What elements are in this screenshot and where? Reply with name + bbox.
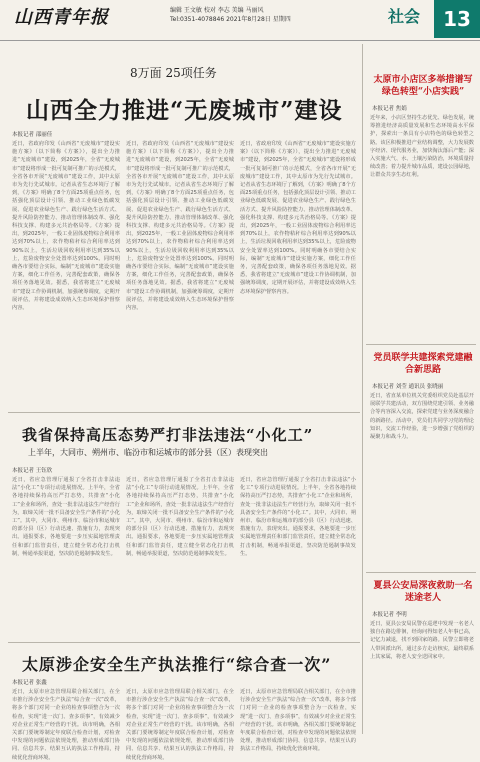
lead-body-col-2: 近日，省政府印发《山西省“无废城市”建设实施方案》（以下简称《方案》），提出全力推进“无废城市”建设，到2025年，全省“无废城市”建设将形成一批可复制可推广的示范模式，全省各市开展“无废城市”建设工作，其中太原市为先行先试城市。记者从省生态环境厅了解到，《方案》明确了8个方面25项重点任务，包括强化顶层设计引领、推动工业绿色低碳发展、促进农业绿色生产、践行绿色生活方式、提升风险防控能力、推动管理体制改革、强化科技支撑、构建多元共治格局等。《方案》提出，到2025年，一般工业固体废物综合利用率达到70%以上，农作物秸秆综合利用率达到90%以上，生活垃圾回收利用率达到35%以上，危险废物安全处置率达到100%。同时明确各市要结合实际，编制“无废城市”建设实施方案，细化工作任务，完善配套政策，确保各项任务落地见效。据悉，我省将建立“无废城市”建设工作协调机制，加强统筹调度，定期开展评估，并将建设成效纳入生态环境保护督察内容。 [126,141,234,312]
lead-body-col-3: 近日，省政府印发《山西省“无废城市”建设实施方案》（以下简称《方案》），提出全力推进“无废城市”建设，到2025年，全省“无废城市”建设将形成一批可复制可推广的示范模式，全省各市开展“无废城市”建设工作，其中太原市为先行先试城市。记者从省生态环境厅了解到，《方案》明确了8个方面25项重点任务，包括强化顶层设计引领、推动工业绿色低碳发展、促进农业绿色生产、践行绿色生活方式、提升风险防控能力、推动管理体制改革、强化科技支撑、构建多元共治格局等。《方案》提出，到2025年，一般工业固体废物综合利用率达到70%以上，农作物秸秆综合利用率达到90%以上，生活垃圾回收利用率达到35%以上，危险废物安全处置率达到100%。同时明确各市要结合实际，编制“无废城市”建设实施方案，细化工作任务，完善配套政策，确保各项任务落地见效。据悉，我省将建立“无废城市”建设工作协调机制，加强统筹调度，定期开展评估，并将建设成效纳入生态环境保护督察内容。 [240,141,356,295]
lead-byline: 本报记者 邵丽佳 [12,132,53,138]
third-byline: 本报记者 张鑫 [12,680,47,686]
masthead-info [170,6,291,24]
side3-byline: 本报记者 李明 [372,612,407,618]
masthead-contact-date: Tel:0351-4078846 2021年8月28日 星期四 [170,16,291,23]
side2-byline: 本报记者 刘莹 通讯员 张晓丽 [372,384,444,390]
divider-side-1 [366,344,476,345]
page-number: 13 [434,0,480,38]
third-body-col-2: 近日，太原市应急管理局联合相关部门，在全市推行涉企安全生产执法“综合查一次”改革，将多个部门对同一企业的检查事项整合为一次检查，实现“进一次门、查多项事”，有效减少对企业正常生产经营的干扰。该市明确，各相关部门要统筹制定年度联合检查计划，对检查中发现的问题依法依规处理，推动形成部门协同、信息共享、结果互认的执法工作格局，持续优化营商环境。 [126,689,234,761]
third-headline: 太原涉企安全生产执法推行“综合查一次” [22,655,332,674]
side2-headline: 党员联学共建探索党建融合新思路 [373,353,473,375]
side3-headline: 夏县公安局深夜救助一名迷途老人 [373,581,473,603]
second-body-col-3: 近日，省应急管理厅通报了全省打击非法违法“小化工”专项行动进展情况。上半年，全省各地持续保持高压严打态势，共排查“小化工”企业和场所，查处一批非法违法生产经营行为，取缔关闭一批不具备安全生产条件的“小化工”。其中，大同市、朔州市、临汾市和运城市的部分县（区）行动迅速、措施有力，表现突出。通报要求，各地要进一步压实属地管理责任和部门监管责任，建立健全常态化打击机制，畅通举报渠道，坚决防范遏制事故发生。 [240,477,356,557]
third-body-col-1: 近日，太原市应急管理局联合相关部门，在全市推行涉企安全生产执法“综合查一次”改革，将多个部门对同一企业的检查事项整合为一次检查，实现“进一次门、查多项事”，有效减少对企业正常生产经营的干扰。该市明确，各相关部门要统筹制定年度联合检查计划，对检查中发现的问题依法依规处理，推动形成部门协同、信息共享、结果互认的执法工作格局，持续优化营商环境。 [12,689,120,761]
second-subhead: 上半年，大同市、朔州市、临汾市和运城市的部分县（区）表现突出 [28,448,268,457]
divider-2 [8,642,360,643]
divider-1 [8,412,360,413]
second-byline: 本报记者 王钰欣 [12,468,53,474]
side1-headline: 太原市小店区多举措谱写绿色转型“小店实践” [373,75,473,97]
second-body-col-2: 近日，省应急管理厅通报了全省打击非法违法“小化工”专项行动进展情况。上半年，全省各地持续保持高压严打态势，共排查“小化工”企业和场所，查处一批非法违法生产经营行为，取缔关闭一批不具备安全生产条件的“小化工”。其中，大同市、朔州市、临汾市和运城市的部分县（区）行动迅速、措施有力，表现突出。通报要求，各地要进一步压实属地管理责任和部门监管责任，建立健全常态化打击机制，畅通举报渠道，坚决防范遏制事故发生。 [126,477,234,557]
masthead-editors: 编辑 王文敏 校对 李志 美编 马丽风 [170,7,264,14]
side1-body: 近年来，小店区坚持生态优先、绿色发展，统筹推进经济高质量发展和生态环境高水平保护，探索出一条具有小店特色的绿色转型之路。该区积极推进产业结构调整，大力发展数字经济、现代服务业，加快淘汰落后产能；深入实施大气、水、土壤污染防治，环境质量持续改善；着力提升城市品质，建设公园绿地，让群众共享生态红利。 [370,115,474,179]
second-headline: 我省保持高压态势严打非法违法“小化工” [22,426,314,444]
lead-body-col-1: 近日，省政府印发《山西省“无废城市”建设实施方案》（以下简称《方案》），提出全力推进“无废城市”建设，到2025年，全省“无废城市”建设将形成一批可复制可推广的示范模式，全省各市开展“无废城市”建设工作，其中太原市为先行先试城市。记者从省生态环境厅了解到，《方案》明确了8个方面25项重点任务，包括强化顶层设计引领、推动工业绿色低碳发展、促进农业绿色生产、践行绿色生活方式、提升风险防控能力、推动管理体制改革、强化科技支撑、构建多元共治格局等。《方案》提出，到2025年，一般工业固体废物综合利用率达到70%以上，农作物秸秆综合利用率达到90%以上，生活垃圾回收利用率达到35%以上，危险废物安全处置率达到100%。同时明确各市要结合实际，编制“无废城市”建设实施方案，细化工作任务，完善配套政策，确保各项任务落地见效。据悉，我省将建立“无废城市”建设工作协调机制，加强统筹调度，定期开展评估，并将建设成效纳入生态环境保护督察内容。 [12,141,120,312]
masthead [0,0,480,41]
divider-side-2 [366,572,476,573]
third-body-col-3: 近日，太原市应急管理局联合相关部门，在全市推行涉企安全生产执法“综合查一次”改革，将多个部门对同一企业的检查事项整合为一次检查，实现“进一次门、查多项事”，有效减少对企业正常生产经营的干扰。该市明确，各相关部门要统筹制定年度联合检查计划，对检查中发现的问题依法依规处理，推动形成部门协同、信息共享、结果互认的执法工作格局，持续优化营商环境。 [240,689,356,753]
column-divider [362,44,363,734]
side3-body: 近日，夏县公安局民警在巡逻中发现一名老人独自在路边徘徊，经询问得知老人年事已高，记忆力减退，找不到回家的路。民警立即将老人带回派出所，通过多方走访核实，最终联系上其家属，将老人安全送回家中。 [370,621,474,660]
newspaper-logo: 山西青年报 [14,7,109,28]
second-body-col-1: 近日，省应急管理厅通报了全省打击非法违法“小化工”专项行动进展情况。上半年，全省各地持续保持高压严打态势，共排查“小化工”企业和场所，查处一批非法违法生产经营行为，取缔关闭一批不具备安全生产条件的“小化工”。其中，大同市、朔州市、临汾市和运城市的部分县（区）行动迅速、措施有力，表现突出。通报要求，各地要进一步压实属地管理责任和部门监管责任，建立健全常态化打击机制，畅通举报渠道，坚决防范遏制事故发生。 [12,477,120,557]
side2-body: 近日，省直某单位机关党委组织党员赴基层开展联学共建活动，双方围绕党建引领、业务融合等内容深入交流，探索党建与业务深度融合的新路径。活动中，党员们共同学习党的理论知识，交流工作经验，进一步增强了党组织的凝聚力和战斗力。 [370,393,474,441]
side1-byline: 本报记者 焦娟 [372,106,407,112]
lead-headline: 山西全力推进“无废城市”建设 [26,97,343,124]
section-name: 社会 [388,7,421,26]
lead-kicker: 8万面 25项任务 [130,66,217,80]
